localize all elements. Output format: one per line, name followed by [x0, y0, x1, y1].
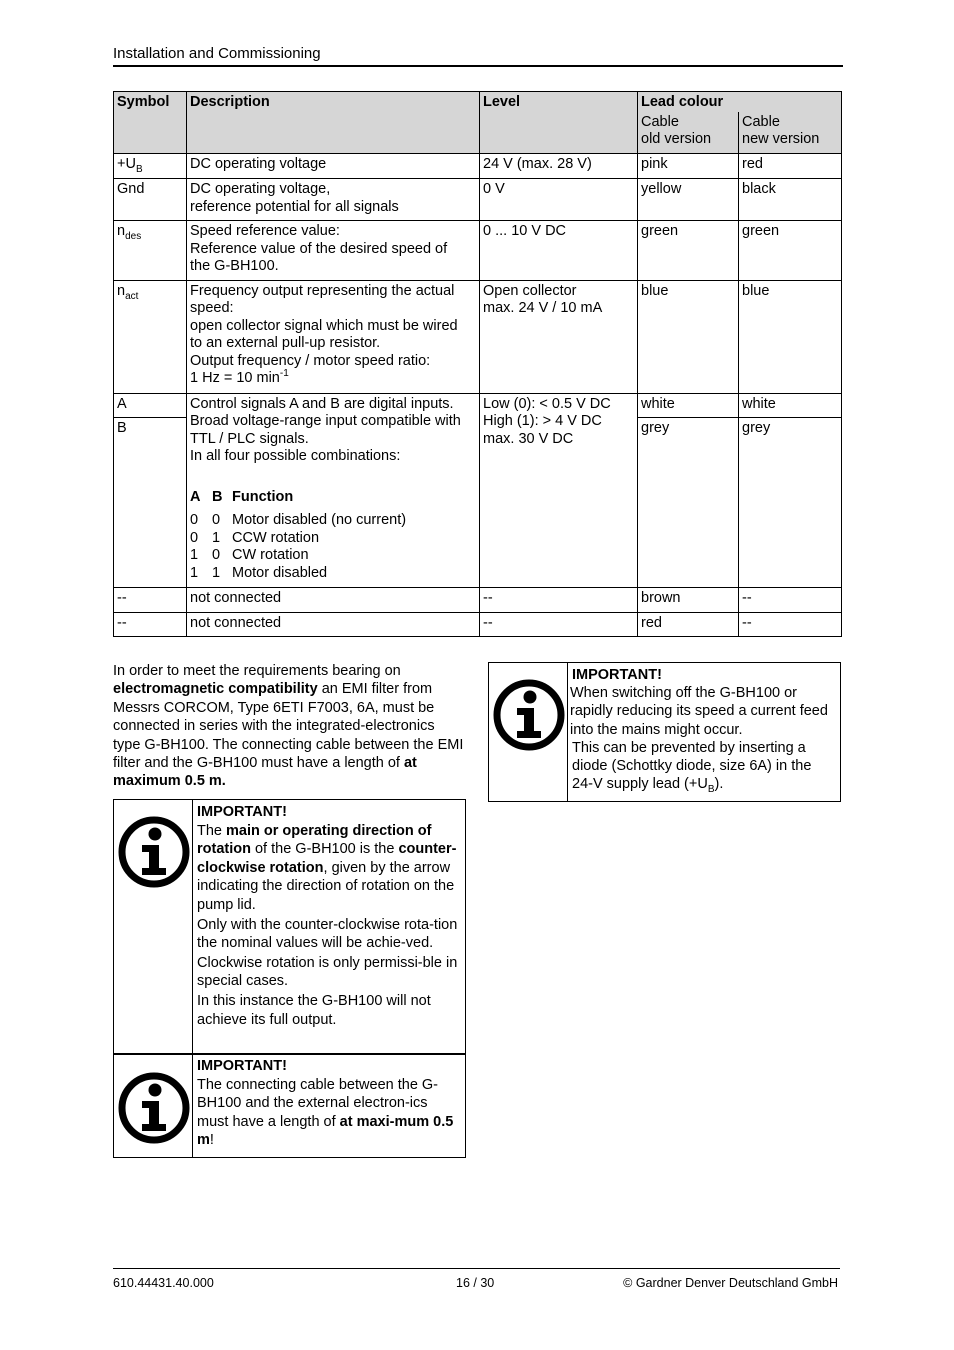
new-colour-cell: green: [739, 221, 842, 281]
footer-rule: [113, 1268, 840, 1269]
new-colour-cell: --: [739, 588, 842, 613]
function-row: 0 0 Motor disabled (no current): [190, 512, 407, 528]
function-header: A B Function: [190, 488, 294, 505]
function-row: 1 0 CW rotation: [190, 547, 309, 563]
level-cell: 24 V (max. 28 V): [480, 153, 638, 179]
symbol-cell: $n_{act}$: [114, 280, 187, 393]
new-colour-cell: blue: [739, 280, 842, 393]
info-icon: [118, 1072, 190, 1144]
description-cell: not connected: [187, 612, 480, 637]
new-colour-cell: grey: [739, 418, 842, 588]
header-level: Level: [480, 92, 638, 154]
level-cell: Low (0): < 0.5 V DC High (1): > 4 V DC max. 30 V DC: [480, 393, 638, 588]
symbol-cell: --: [114, 588, 187, 613]
box-text: IMPORTANT! The main or operating direction of rotation of the G-BH100 is the counter-clockwise rotation, given by the arrow indicating the direction of rotation on the pump lid. Only with the counter-clockwise rota-tion the nominal values will be achie-ved. Clockwise rotation is only permissi-ble in special cases. In this instance the G-BH100 will not achieve its full output.: [197, 804, 458, 1028]
page-number: 16 / 30: [456, 1276, 495, 1290]
signal-table: [113, 91, 842, 637]
symbol-cell: Gnd: [114, 179, 187, 221]
icon-cell: [114, 800, 193, 1054]
old-colour-cell: white: [638, 393, 739, 418]
icon-cell: [489, 663, 568, 801]
old-colour-cell: grey: [638, 418, 739, 588]
table-row: [114, 280, 842, 393]
function-row: 1 1 Motor disabled: [190, 564, 328, 581]
table-row: [114, 612, 842, 637]
info-icon: [118, 816, 190, 888]
info-icon: [493, 679, 565, 751]
old-colour-cell: yellow: [638, 179, 739, 221]
new-colour-cell: --: [739, 612, 842, 637]
table-row: [114, 221, 842, 281]
table-row: [114, 588, 842, 613]
description-cell: not connected: [187, 588, 480, 613]
copyright: © Gardner Denver Deutschland GmbH: [623, 1276, 838, 1290]
symbol-cell: B: [114, 418, 187, 588]
new-colour-cell: white: [739, 393, 842, 418]
doc-number: 610.44431.40.000: [113, 1276, 214, 1290]
symbol-cell: A: [114, 393, 187, 418]
old-colour-cell: red: [638, 612, 739, 637]
table-row: [114, 153, 842, 179]
old-colour-cell: green: [638, 221, 739, 281]
level-cell: 0 V: [480, 179, 638, 221]
symbol-cell: $n_{des}$: [114, 221, 187, 281]
header-rule: [113, 65, 843, 67]
header-description: Description: [187, 92, 480, 154]
function-row: 0 1 CCW rotation: [190, 529, 320, 546]
box-text: IMPORTANT! When switching off the G-BH100 or rapidly reducing its speed a current feed into the mains might occur. This can be prevented by inserting a diode (Schottky diode, size 6A) in the 24-V supply lead $(+U_B)$.: [570, 667, 828, 796]
important-box-cable: [113, 1053, 466, 1158]
page-header: Installation and Commissioning: [113, 45, 321, 62]
old-colour-cell: brown: [638, 588, 739, 613]
subheader-new: Cable new version: [739, 112, 842, 154]
symbol-cell: $+U_B$: [114, 153, 187, 179]
table-row: [114, 393, 842, 418]
icon-cell: [114, 1054, 193, 1157]
new-colour-cell: black: [739, 179, 842, 221]
header-symbol: Symbol: [114, 92, 187, 154]
box-text: IMPORTANT! The connecting cable between the G-BH100 and the external electron-ics must have a length of at maxi-mum 0.5 m!: [197, 1058, 454, 1149]
description-cell: Frequency output representing the actual speed: open collector signal which must be wired to an external pull-up resistor. Output frequency / motor speed ratio: 1 Hz = 10 $\min^{-1}$: [187, 280, 480, 393]
old-colour-cell: pink: [638, 153, 739, 179]
subheader-old: Cable old version: [638, 112, 739, 154]
old-colour-cell: blue: [638, 280, 739, 393]
level-cell: 0 ... 10 V DC: [480, 221, 638, 281]
description-cell: Control signals A and B are digital inputs. Broad voltage-range input compatible with TTL / PLC signals. In all four possible combinations: A B Function 0 0 Motor disabled (no current) 0 1 CCW rotation 1 0 CW rotation 1 1 Motor disabled: [187, 393, 480, 588]
description-cell: DC operating voltage: [187, 153, 480, 179]
level-cell: --: [480, 612, 638, 637]
symbol-cell: --: [114, 612, 187, 637]
description-cell: Speed reference value: Reference value of the desired speed of the G-BH100.: [187, 221, 480, 281]
level-cell: Open collector max. 24 V / 10 mA: [480, 280, 638, 393]
level-cell: --: [480, 588, 638, 613]
emc-paragraph: In order to meet the requirements bearing on electromagnetic compatibility an EMI filter from Messrs CORCOM, Type 6ETI F7003, 6A, must be connected in series with the integrated-electronics type G-BH100. The connecting cable between the EMI filter and the G-BH100 must have a length of at maximum 0.5 m.: [113, 663, 464, 790]
description-cell: DC operating voltage, reference potential for all signals: [187, 179, 480, 221]
important-box-switching: [488, 662, 841, 802]
table-row: [114, 179, 842, 221]
header-lead-colour: Lead colour: [638, 92, 842, 112]
important-box-rotation: [113, 799, 466, 1055]
new-colour-cell: red: [739, 153, 842, 179]
